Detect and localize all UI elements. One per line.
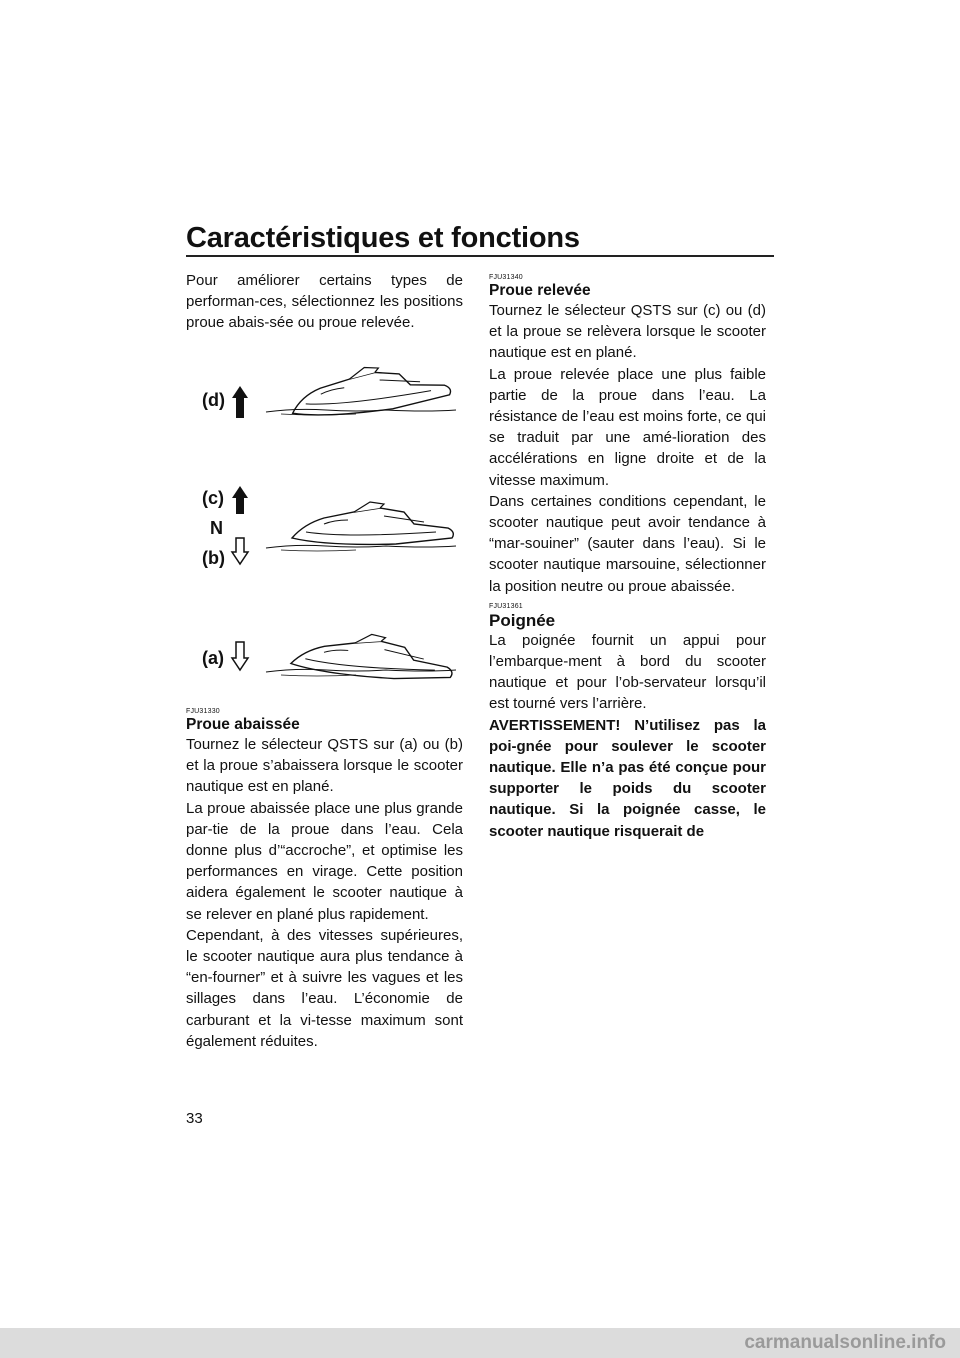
title-rule bbox=[186, 255, 774, 257]
label-a: (a) bbox=[202, 648, 224, 668]
trim-positions-figure bbox=[186, 360, 463, 700]
intro-paragraph: Pour améliorer certains types de performan-ces, sélectionnez les positions proue abais-sée ou proue relevée. bbox=[186, 272, 463, 332]
section-heading: Poignée bbox=[489, 610, 556, 630]
warning-paragraph: AVERTISSEMENT! N’utilisez pas la poi-gnée pour soulever le scooter nautique. Elle n’a pas été conçue pour supporter le poids du scooter nautique. Si la poignée casse, le scooter nautique risquerait de bbox=[489, 716, 766, 840]
figure-drawing bbox=[186, 360, 463, 700]
paragraph: Dans certaines conditions cependant, le scooter nautique peut avoir tendance à “mar-souiner” (sauter dans l’eau). Si le scooter nautique marsouine, sélectionner la position neutre ou proue abaissée. bbox=[489, 492, 766, 595]
arrow-down-outline-icon bbox=[232, 538, 248, 564]
paragraph: La poignée fournit un appui pour l’embarque-ment à bord du scooter nautique et pour l’ob-servateur lorsqu’il est tourné vers l’arrière. bbox=[489, 631, 766, 713]
right-column bbox=[489, 272, 766, 842]
section-code: FJU31340 bbox=[489, 274, 523, 281]
section-code: FJU31361 bbox=[489, 602, 523, 610]
paragraph: Tournez le sélecteur QSTS sur (c) ou (d) et la proue se relèvera lorsque le scooter nautique est en plané. bbox=[489, 302, 766, 362]
section-heading: Proue abaissée bbox=[186, 716, 300, 733]
paragraph: La proue relevée place une plus faible partie de la proue dans l’eau. La résistance de l’eau est moins forte, ce qui se traduit par une amé-lioration des accélérations en ligne droite et de la vitesse maximum. bbox=[489, 365, 766, 489]
arrow-down-outline-icon bbox=[232, 642, 248, 670]
label-c: (c) bbox=[202, 488, 224, 508]
section-heading: Proue relevée bbox=[489, 282, 591, 299]
arrow-up-icon bbox=[232, 486, 248, 514]
paragraph: La proue abaissée place une plus grande par-tie de la proue dans l’eau. Cela donne plus d’“accroche”, et optimise les performances en virage. Cette position aidera également le scooter nautique à se relever en plané plus rapidement. bbox=[186, 799, 463, 923]
label-b: (b) bbox=[202, 548, 225, 568]
watercraft-neutral bbox=[292, 502, 453, 544]
label-n: N bbox=[210, 518, 223, 538]
page-title: Caractéristiques et fonctions bbox=[186, 222, 580, 254]
paragraph: Tournez le sélecteur QSTS sur (a) ou (b) et la proue s’abaissera lorsque le scooter nautique est en plané. bbox=[186, 736, 463, 796]
intro-block bbox=[186, 270, 463, 334]
page-number: 33 bbox=[186, 1110, 203, 1127]
footer-bar bbox=[0, 1328, 960, 1358]
paragraph: Cependant, à des vitesses supérieures, le scooter nautique aura plus tendance à “en-fourner” et à suivre les vagues et les sillages dans l’eau. L’économie de carburant et la vi-tesse maximum sont également réduites. bbox=[186, 926, 463, 1050]
section-proue-abaissee bbox=[186, 706, 463, 1052]
watermark-link[interactable]: carmanualsonline.info bbox=[744, 1332, 946, 1353]
watercraft-bow-down bbox=[290, 628, 454, 684]
label-d: (d) bbox=[202, 390, 225, 410]
section-code: FJU31330 bbox=[186, 708, 220, 715]
arrow-up-icon bbox=[232, 386, 248, 418]
